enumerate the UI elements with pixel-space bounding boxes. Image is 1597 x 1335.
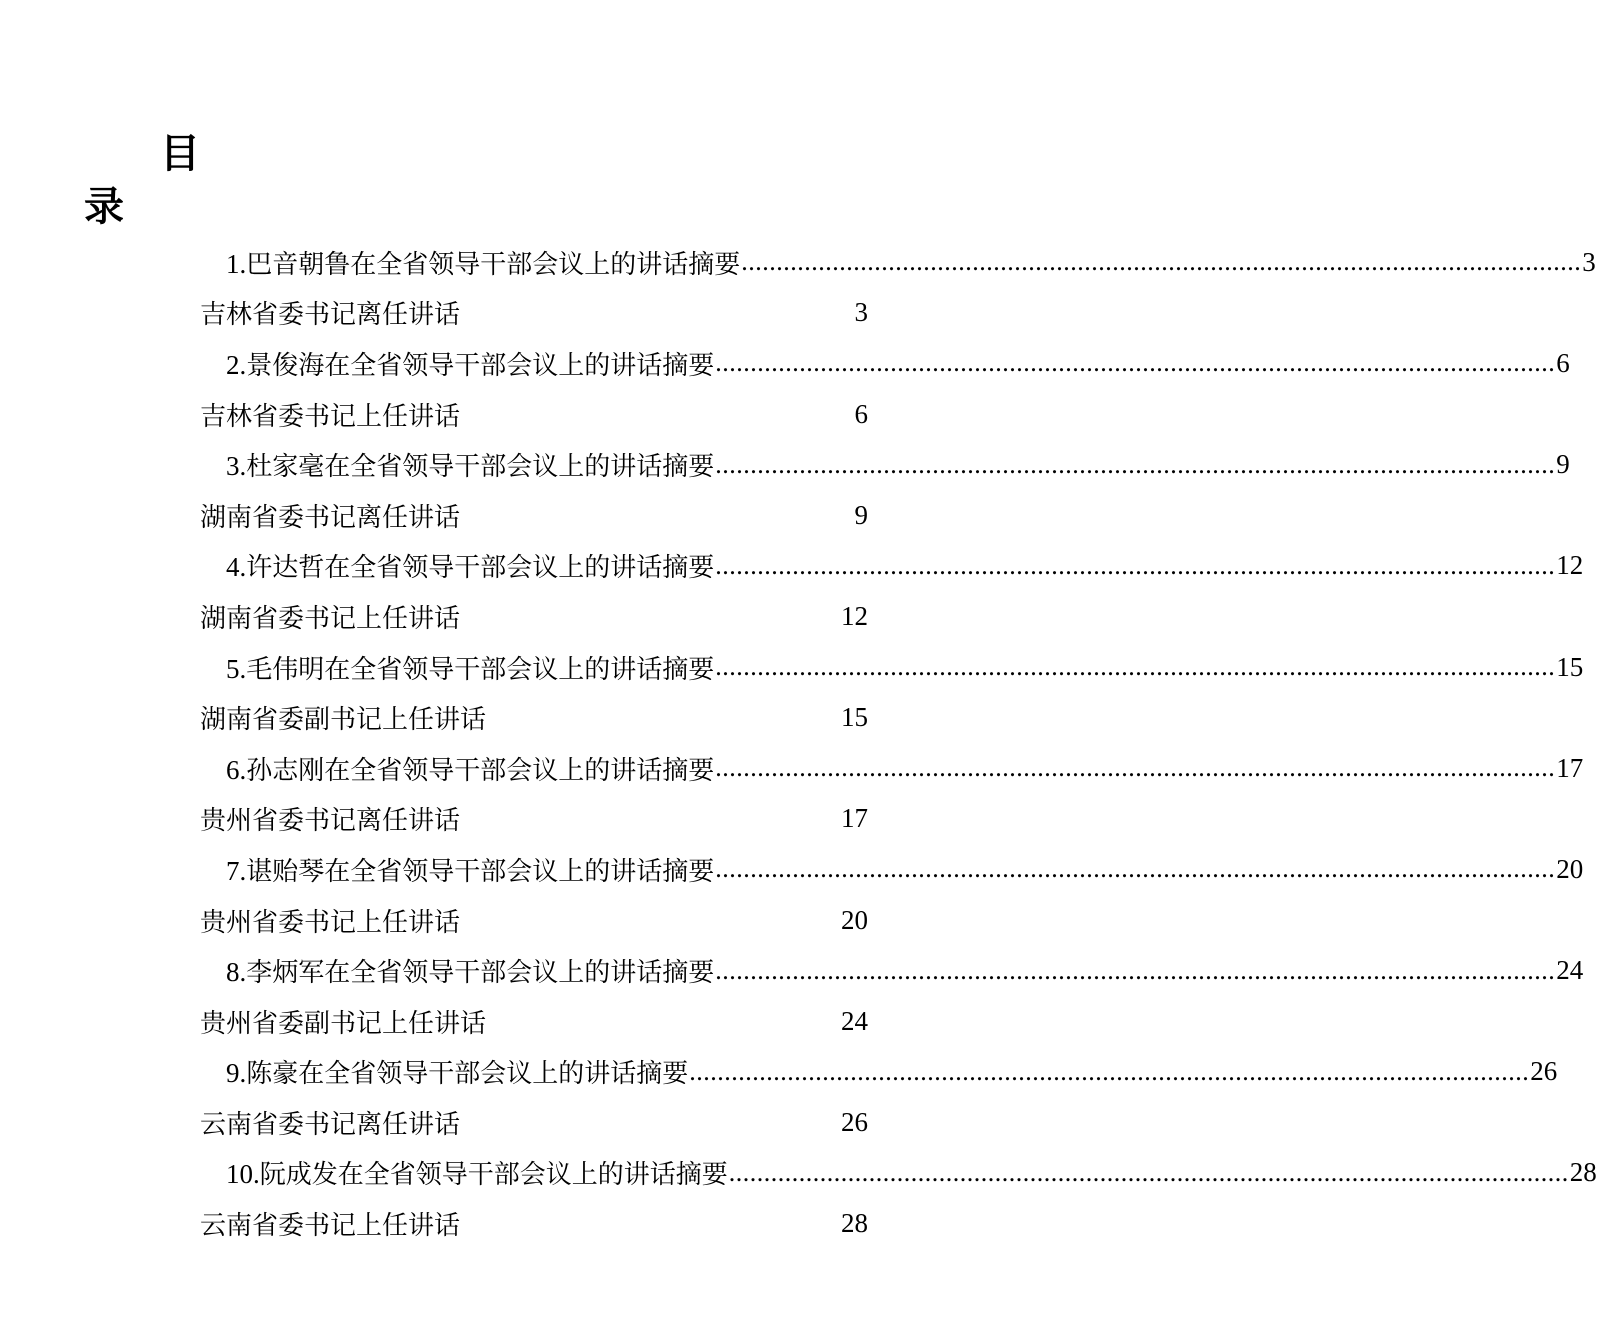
- toc-entry-title: 杜家毫在全省领导干部会议上的讲话摘要: [246, 452, 715, 483]
- toc-title: [226, 851, 714, 888]
- toc-title-link[interactable]: [200, 338, 1570, 389]
- toc-entry-number: 3.: [226, 451, 247, 482]
- toc-title: [226, 244, 740, 281]
- toc-entry-title: 谌贻琴在全省领导干部会议上的讲话摘要: [246, 856, 715, 887]
- toc-title: [226, 649, 714, 686]
- toc-entry-title: 阮成发在全省领导干部会议上的讲话摘要: [259, 1160, 728, 1191]
- toc-page-number: 17: [1556, 752, 1584, 783]
- toc-title: [226, 446, 714, 483]
- toc-entry: [200, 541, 1584, 642]
- toc-entry: [200, 237, 1596, 338]
- toc-entry-number: 8.: [226, 957, 247, 988]
- toc-title: [226, 547, 714, 584]
- toc-subtitle: 贵州省委书记离任讲话: [200, 806, 461, 837]
- toc-subtitle-link[interactable]: [200, 1097, 868, 1148]
- toc-entry-number: 9.: [226, 1058, 247, 1089]
- toc-subtitle-link[interactable]: [200, 895, 868, 946]
- toc-title-link[interactable]: [200, 237, 1596, 288]
- toc-subtitle: 贵州省委副书记上任讲话: [200, 1008, 487, 1039]
- dot-leader: ........................................................................................................................: [715, 449, 1556, 479]
- toc-page-number: 26: [1530, 1056, 1558, 1087]
- toc-subtitle-link[interactable]: [200, 490, 868, 541]
- toc-subtitle: 湖南省委书记离任讲话: [200, 502, 461, 533]
- toc-page-number: 12: [1556, 550, 1584, 581]
- toc-subtitle-page-number: 28: [841, 1208, 868, 1239]
- toc-title-link[interactable]: [200, 1148, 1597, 1199]
- toc-subtitle-link[interactable]: [200, 288, 868, 339]
- toc-title: [226, 345, 714, 382]
- toc-heading-second-char: 录: [84, 184, 124, 230]
- toc-page-number: 3: [1582, 246, 1596, 277]
- toc-entry-title: 许达哲在全省领导干部会议上的讲话摘要: [246, 553, 715, 584]
- toc-subtitle-link[interactable]: [200, 794, 868, 845]
- toc-title-link[interactable]: [200, 844, 1584, 895]
- dot-leader: ........................................................................................................................: [715, 550, 1556, 580]
- toc-page-number: 6: [1556, 347, 1570, 378]
- toc-heading-first-char: 目: [160, 131, 200, 177]
- toc-subtitle-link[interactable]: [200, 996, 868, 1047]
- dot-leader: ........................................................................................................................: [728, 1157, 1569, 1187]
- toc-page-number: 28: [1569, 1157, 1597, 1188]
- dot-leader: ........................................................................................................................: [715, 348, 1556, 378]
- toc-page-number: 9: [1556, 449, 1570, 480]
- toc-entry-title: 李炳军在全省领导干部会议上的讲话摘要: [246, 958, 715, 989]
- toc-entry-number: 5.: [226, 653, 247, 684]
- toc-title-link[interactable]: [200, 945, 1584, 996]
- toc-entry-number: 7.: [226, 855, 247, 886]
- toc-subtitle-page-number: 6: [854, 398, 868, 429]
- toc-entry: [200, 1148, 1597, 1249]
- dot-leader: ........................................................................................................................: [715, 854, 1556, 884]
- toc-title-link[interactable]: [200, 642, 1584, 693]
- dot-leader: ........................................................................................................................: [715, 753, 1556, 783]
- toc-entry-number: 2.: [226, 349, 247, 380]
- toc-subtitle: 贵州省委书记上任讲话: [200, 907, 461, 938]
- toc-subtitle-link[interactable]: [200, 591, 868, 642]
- toc-subtitle-page-number: 15: [841, 702, 868, 733]
- toc-entry-title: 陈豪在全省领导干部会议上的讲话摘要: [246, 1059, 689, 1090]
- toc-entry-title: 毛伟明在全省领导干部会议上的讲话摘要: [246, 654, 715, 685]
- toc-subtitle: 湖南省委副书记上任讲话: [200, 705, 487, 736]
- toc-entry: [200, 743, 1584, 844]
- toc-entry-title: 孙志刚在全省领导干部会议上的讲话摘要: [246, 755, 715, 786]
- dot-leader: ........................................................................................................................: [689, 1056, 1530, 1086]
- toc-subtitle-page-number: 9: [854, 499, 868, 530]
- toc-entry-number: 1.: [226, 248, 247, 279]
- toc-subtitle: 吉林省委书记离任讲话: [200, 300, 461, 331]
- toc-subtitle-page-number: 17: [841, 803, 868, 834]
- toc-subtitle-page-number: 12: [841, 600, 868, 631]
- toc-entry: [200, 338, 1570, 439]
- toc-title: [226, 1053, 688, 1090]
- toc-title: [226, 750, 714, 787]
- dot-leader: ........................................................................................................................: [741, 247, 1582, 277]
- toc-subtitle: 云南省委书记上任讲话: [200, 1211, 461, 1242]
- toc-subtitle: 吉林省委书记上任讲话: [200, 401, 461, 432]
- toc-entry-title: 景俊海在全省领导干部会议上的讲话摘要: [246, 350, 715, 381]
- toc-entry: [200, 945, 1584, 1046]
- toc-title-link[interactable]: [200, 743, 1584, 794]
- toc-title-link[interactable]: [200, 541, 1584, 592]
- dot-leader: ........................................................................................................................: [715, 955, 1556, 985]
- toc-title-link[interactable]: [200, 439, 1570, 490]
- toc-entry-number: 6.: [226, 754, 247, 785]
- toc-subtitle: 湖南省委书记上任讲话: [200, 603, 461, 634]
- toc-entry: [200, 642, 1584, 743]
- toc-subtitle-page-number: 24: [841, 1005, 868, 1036]
- toc-subtitle-page-number: 3: [854, 297, 868, 328]
- dot-leader: ........................................................................................................................: [715, 652, 1556, 682]
- toc-subtitle-link[interactable]: [200, 389, 868, 440]
- toc-page-number: 24: [1556, 955, 1584, 986]
- toc-subtitle-link[interactable]: [200, 1198, 868, 1249]
- toc-entry: [200, 1047, 1558, 1148]
- toc-title: [226, 1154, 728, 1191]
- toc-entry-number: 4.: [226, 552, 247, 583]
- toc-subtitle-page-number: 20: [841, 904, 868, 935]
- toc-page-number: 20: [1556, 853, 1584, 884]
- toc-subtitle-link[interactable]: [200, 692, 868, 743]
- toc-subtitle-page-number: 26: [841, 1106, 868, 1137]
- toc-page-number: 15: [1556, 651, 1584, 682]
- toc-entry-number: 10.: [226, 1159, 260, 1190]
- toc-entry-title: 巴音朝鲁在全省领导干部会议上的讲话摘要: [246, 249, 741, 280]
- toc-title: [226, 952, 714, 989]
- toc-title-link[interactable]: [200, 1047, 1558, 1098]
- toc-entry: [200, 844, 1584, 945]
- toc-entry: [200, 439, 1570, 540]
- toc-subtitle: 云南省委书记离任讲话: [200, 1109, 461, 1140]
- table-of-contents: [200, 237, 1597, 1249]
